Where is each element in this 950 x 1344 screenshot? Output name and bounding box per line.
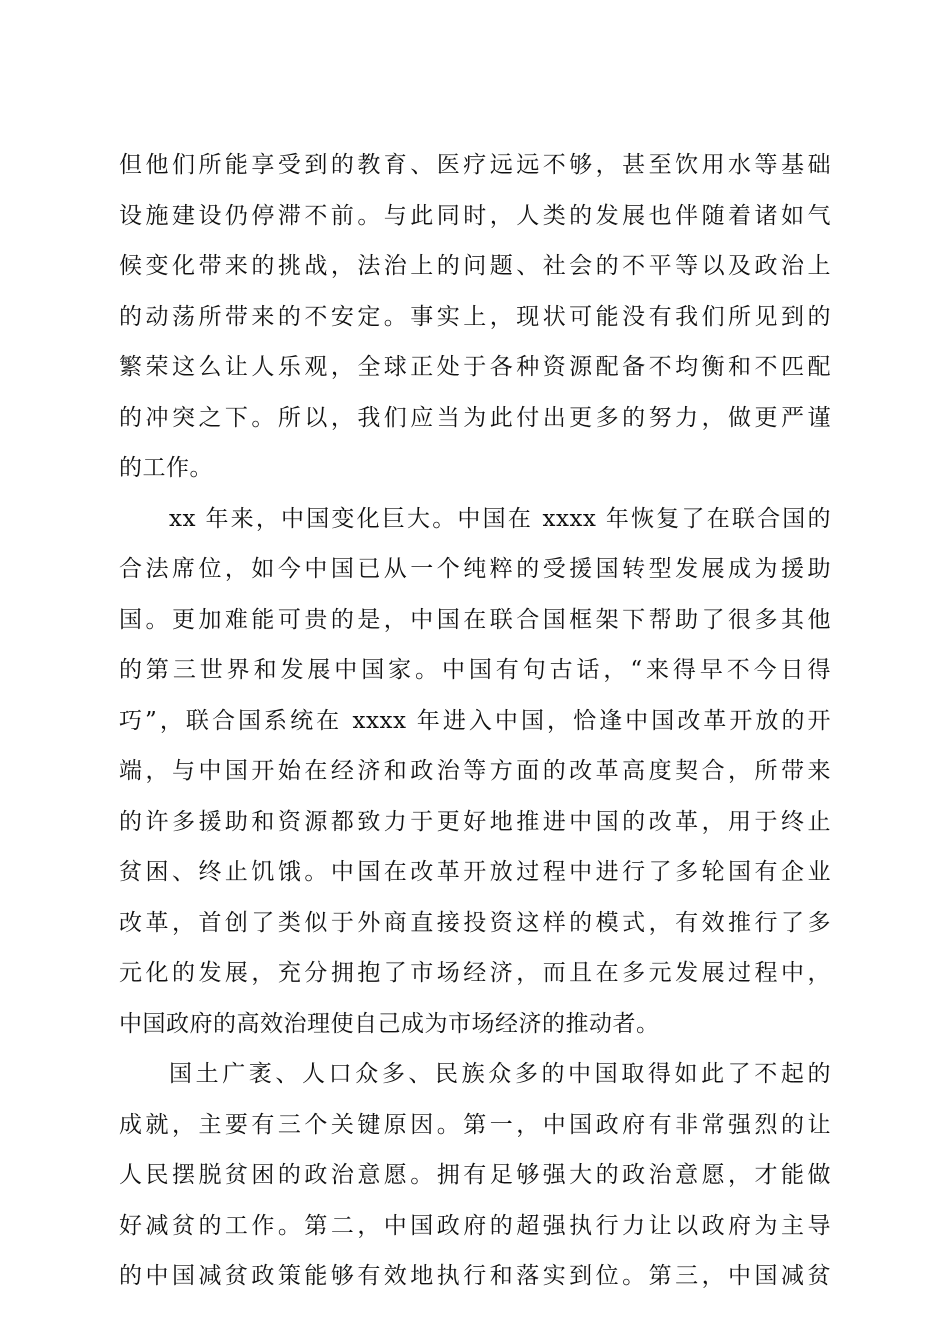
- text-line: 的许多援助和资源都致力于更好地推进中国的改革，用于终止: [119, 808, 831, 835]
- text-line: 国。更加难能可贵的是，中国在联合国框架下帮助了很多其他: [119, 606, 831, 633]
- text-line: 成就，主要有三个关键原因。第一，中国政府有非常强烈的让: [119, 1111, 831, 1138]
- text-line: 人民摆脱贫困的政治意愿。拥有足够强大的政治意愿，才能做: [119, 1162, 831, 1188]
- paragraph-1: [119, 140, 831, 494]
- text-line: 端，与中国开始在经济和政治等方面的改革高度契合，所带来: [119, 758, 831, 784]
- text-line: 合法席位，如今中国已从一个纯粹的受援国转型发展成为援助: [119, 556, 831, 582]
- text-line: 的工作。: [119, 455, 213, 481]
- text-line: xx 年来，中国变化巨大。中国在 xxxx 年恢复了在联合国的: [169, 505, 831, 532]
- text-line: 贫困、终止饥饿。中国在改革开放过程中进行了多轮国有企业: [119, 859, 831, 885]
- text-line: 设施建设仍停滞不前。与此同时，人类的发展也伴随着诸如气: [119, 202, 831, 229]
- body-text: [119, 140, 831, 1302]
- paragraph-2: [119, 494, 831, 1050]
- text-line: 的冲突之下。所以，我们应当为此付出更多的努力，做更严谨: [119, 404, 831, 431]
- text-line: 的中国减贫政策能够有效地执行和落实到位。第三，中国减贫: [119, 1263, 831, 1289]
- text-line: 候变化带来的挑战，法治上的问题、社会的不平等以及政治上: [119, 253, 831, 279]
- text-line: 中国政府的高效治理使自己成为市场经济的推动者。: [119, 1010, 660, 1037]
- paragraph-3: [119, 1049, 831, 1302]
- text-line: 的第三世界和发展中国家。中国有句古话，“来得早不今日得: [119, 657, 831, 683]
- text-line: 国土广袤、人口众多、民族众多的中国取得如此了不起的: [169, 1061, 831, 1087]
- text-line: 巧”，联合国系统在 xxxx 年进入中国，恰逢中国改革开放的开: [119, 707, 831, 734]
- text-line: 繁荣这么让人乐观，全球正处于各种资源配备不均衡和不匹配: [119, 354, 831, 380]
- text-line: 改革，首创了类似于外商直接投资这样的模式，有效推行了多: [119, 909, 831, 936]
- text-line: 好减贫的工作。第二，中国政府的超强执行力让以政府为主导: [119, 1212, 831, 1239]
- text-line: 的动荡所带来的不安定。事实上，现状可能没有我们所见到的: [119, 303, 831, 330]
- text-line: 元化的发展，充分拥抱了市场经济，而且在多元发展过程中，: [119, 960, 831, 986]
- text-line: 但他们所能享受到的教育、医疗远远不够，甚至饮用水等基础: [119, 152, 831, 178]
